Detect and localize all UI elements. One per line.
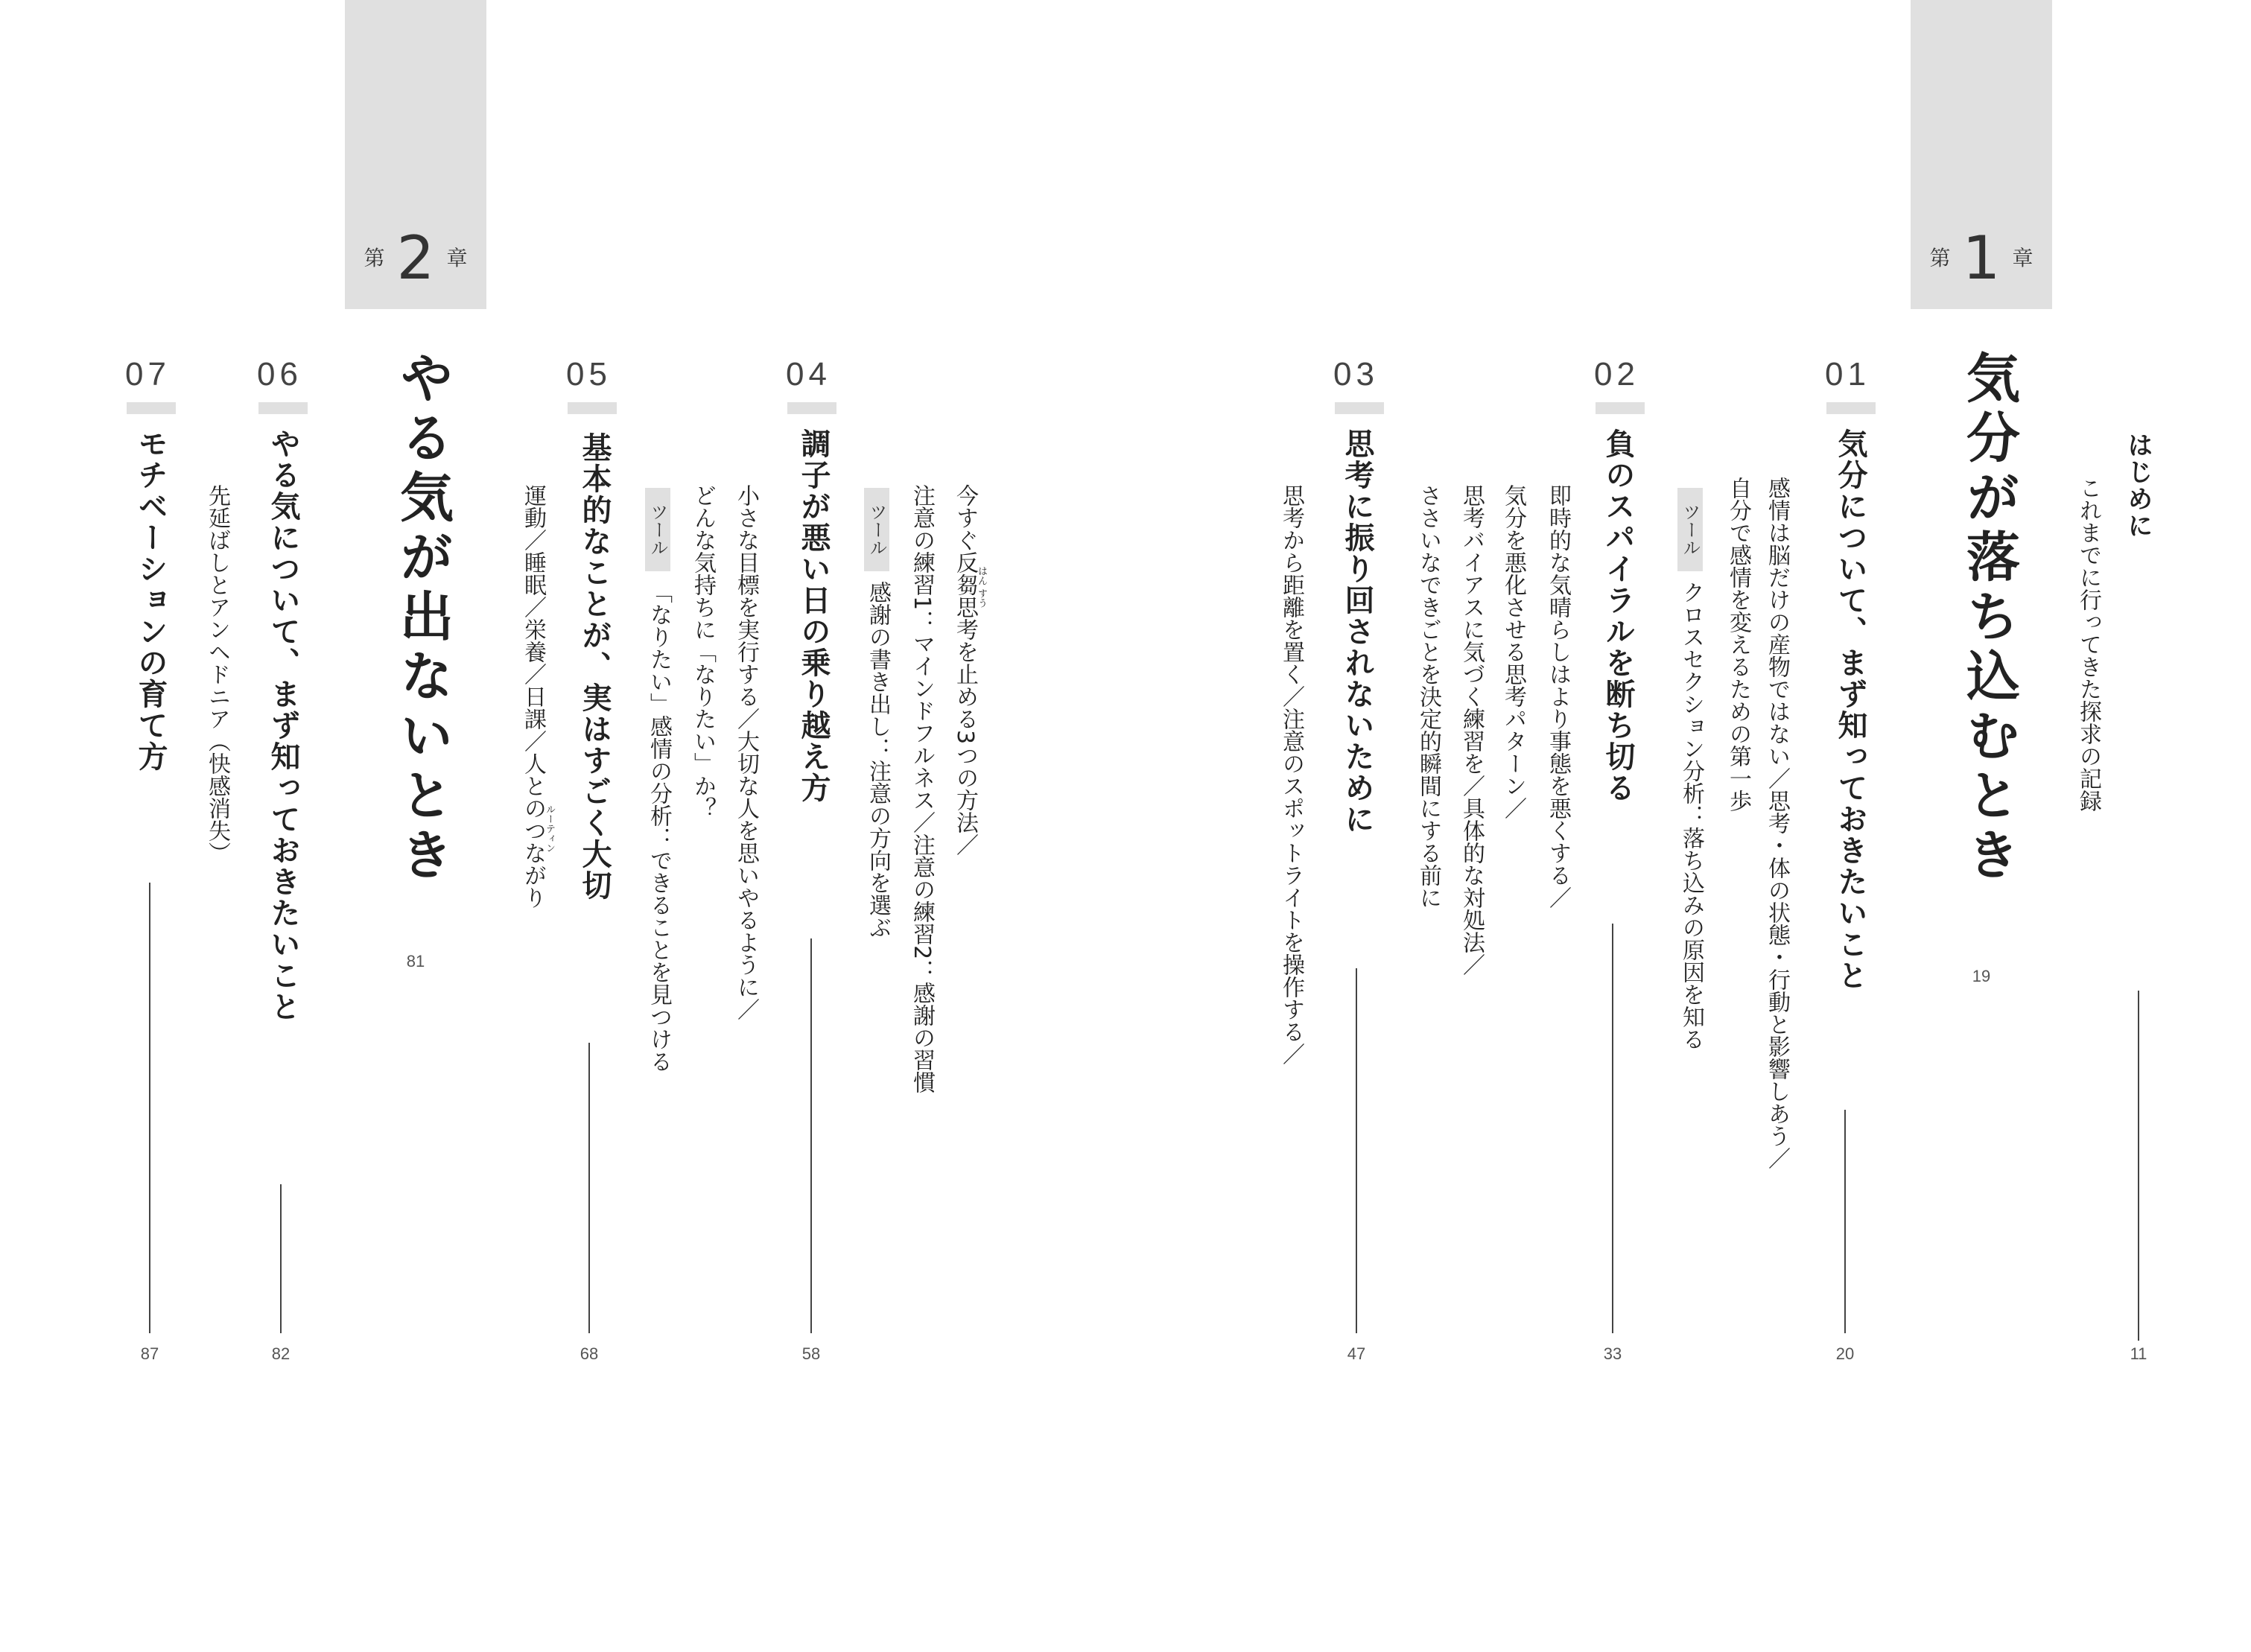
- chapter-2-title-page: 81: [406, 952, 425, 970]
- chapter-prefix: 第: [363, 246, 385, 270]
- section-02-title[interactable]: 負のスパイラルを断ち切る: [1601, 428, 1635, 804]
- section-number-bar: [1335, 402, 1384, 414]
- leader-line: [810, 938, 812, 1333]
- section-number: 05: [566, 356, 612, 393]
- section-06-title[interactable]: やる気について、まず知っておきたいこと: [266, 428, 300, 1023]
- section-01-title[interactable]: 気分について、まず知っておきたいこと: [1833, 428, 1867, 991]
- section-number-bar: [1826, 402, 1876, 414]
- chapter-number: 1: [1962, 223, 2001, 293]
- chapter-number: 2: [396, 223, 435, 293]
- chapter-2-label: [345, 223, 486, 293]
- section-number-bar: [787, 402, 836, 414]
- leader-line: [1844, 1110, 1846, 1333]
- section-number: 04: [786, 356, 831, 393]
- section-06-line-1: 先延ばしとアンヘドニア（快感消失）: [204, 484, 230, 864]
- leader-line: [280, 1184, 282, 1333]
- leader-line: [2138, 991, 2139, 1341]
- section-number: 01: [1825, 356, 1870, 393]
- section-number: 02: [1594, 356, 1639, 393]
- chapter-suffix: 章: [2012, 246, 2033, 270]
- section-03-line-1: 思考から距離を置く／注意のスポットライトを操作する／: [1278, 484, 1304, 1065]
- leader-line: [1612, 924, 1613, 1333]
- chapter-prefix: 第: [1929, 246, 1951, 270]
- section-number-bar: [127, 402, 176, 414]
- intro-heading[interactable]: はじめに: [2123, 432, 2153, 539]
- chapter-2-title[interactable]: やる気が出ないとき: [391, 350, 454, 886]
- section-05-line-2: どんな気持ちに「なりたい」か？: [690, 484, 716, 819]
- section-number-bar: [1596, 402, 1645, 414]
- ruby-text: すう: [976, 588, 987, 608]
- section-number: 06: [257, 356, 302, 393]
- tool-badge: ツール: [1677, 488, 1703, 571]
- page-number: 47: [1347, 1344, 1366, 1363]
- leader-line: [1356, 968, 1357, 1333]
- chapter-1-title[interactable]: 気分が落ち込むとき: [1958, 350, 2020, 886]
- section-01-line-1: 感情は脳だけの産物ではない／思考・体の状態・行動と影響しあう／: [1764, 477, 1790, 1169]
- ruby-text: ルーティン: [544, 804, 555, 853]
- section-number: 03: [1333, 356, 1379, 393]
- chapter-1-tab: [1911, 0, 2052, 309]
- chapter-1-label: [1911, 223, 2052, 293]
- tool-badge: ツール: [645, 488, 670, 571]
- section-05-line-1: 小さな目標を実行する／大切な人を思いやるように／: [733, 484, 759, 1020]
- section-04-title[interactable]: 調子が悪い日の乗り越え方: [796, 428, 831, 804]
- section-04-line-1: 今すぐ反芻思考を止める3つの方法／: [952, 484, 978, 857]
- page-number: 58: [801, 1344, 821, 1363]
- page-number: 82: [271, 1344, 290, 1363]
- section-05-line-after: 運動／睡眠／栄養／日課／人とのつながり: [520, 484, 546, 909]
- section-02-line-4: ささいなできごとを決定的瞬間にする前に: [1415, 484, 1441, 909]
- page-number: 87: [140, 1344, 159, 1363]
- section-07-title[interactable]: モチベーションの育て方: [133, 428, 168, 772]
- section-02-line-3: 思考バイアスに気づく練習を／具体的な対処法／: [1458, 484, 1485, 976]
- tool-badge: ツール: [864, 488, 889, 571]
- section-01-line-2: 自分で感情を変えるための第一歩: [1725, 477, 1751, 812]
- chapter-suffix: 章: [446, 246, 468, 270]
- chapter-2-tab: [345, 0, 486, 309]
- section-03-title[interactable]: 思考に振り回されないために: [1340, 428, 1374, 835]
- leader-line: [149, 883, 150, 1333]
- section-04-tool-text: 感謝の書き出し：注意の方向を選ぶ: [865, 581, 891, 938]
- section-number-bar: [258, 402, 308, 414]
- page-number: 11: [2130, 1344, 2147, 1363]
- page-number: 20: [1835, 1344, 1855, 1363]
- section-01-tool-text: クロスセクション分析：落ち込みの原因を知る: [1678, 581, 1704, 1050]
- section-05-title[interactable]: 基本的なことが、実はすごく大切: [577, 432, 612, 901]
- section-04-line-2: 注意の練習1：マインドフルネス／注意の練習2：感謝の習慣: [909, 484, 935, 1094]
- intro-subtitle: これまでに行ってきた探求の記録: [2075, 477, 2101, 812]
- page-number: 68: [580, 1344, 599, 1363]
- section-number: 07: [125, 356, 171, 393]
- page-number: 33: [1603, 1344, 1622, 1363]
- chapter-1-title-page: 19: [1972, 967, 1991, 985]
- ruby-text: はん: [976, 566, 987, 585]
- leader-line: [588, 1043, 590, 1333]
- section-02-line-1: 即時的な気晴らしはより事態を悪くする／: [1545, 484, 1571, 909]
- section-05-tool-text: 「なりたい」感情の分析：できることを見つける: [646, 581, 672, 1073]
- section-number-bar: [568, 402, 617, 414]
- section-02-line-2: 気分を悪化させる思考パターン／: [1500, 484, 1526, 819]
